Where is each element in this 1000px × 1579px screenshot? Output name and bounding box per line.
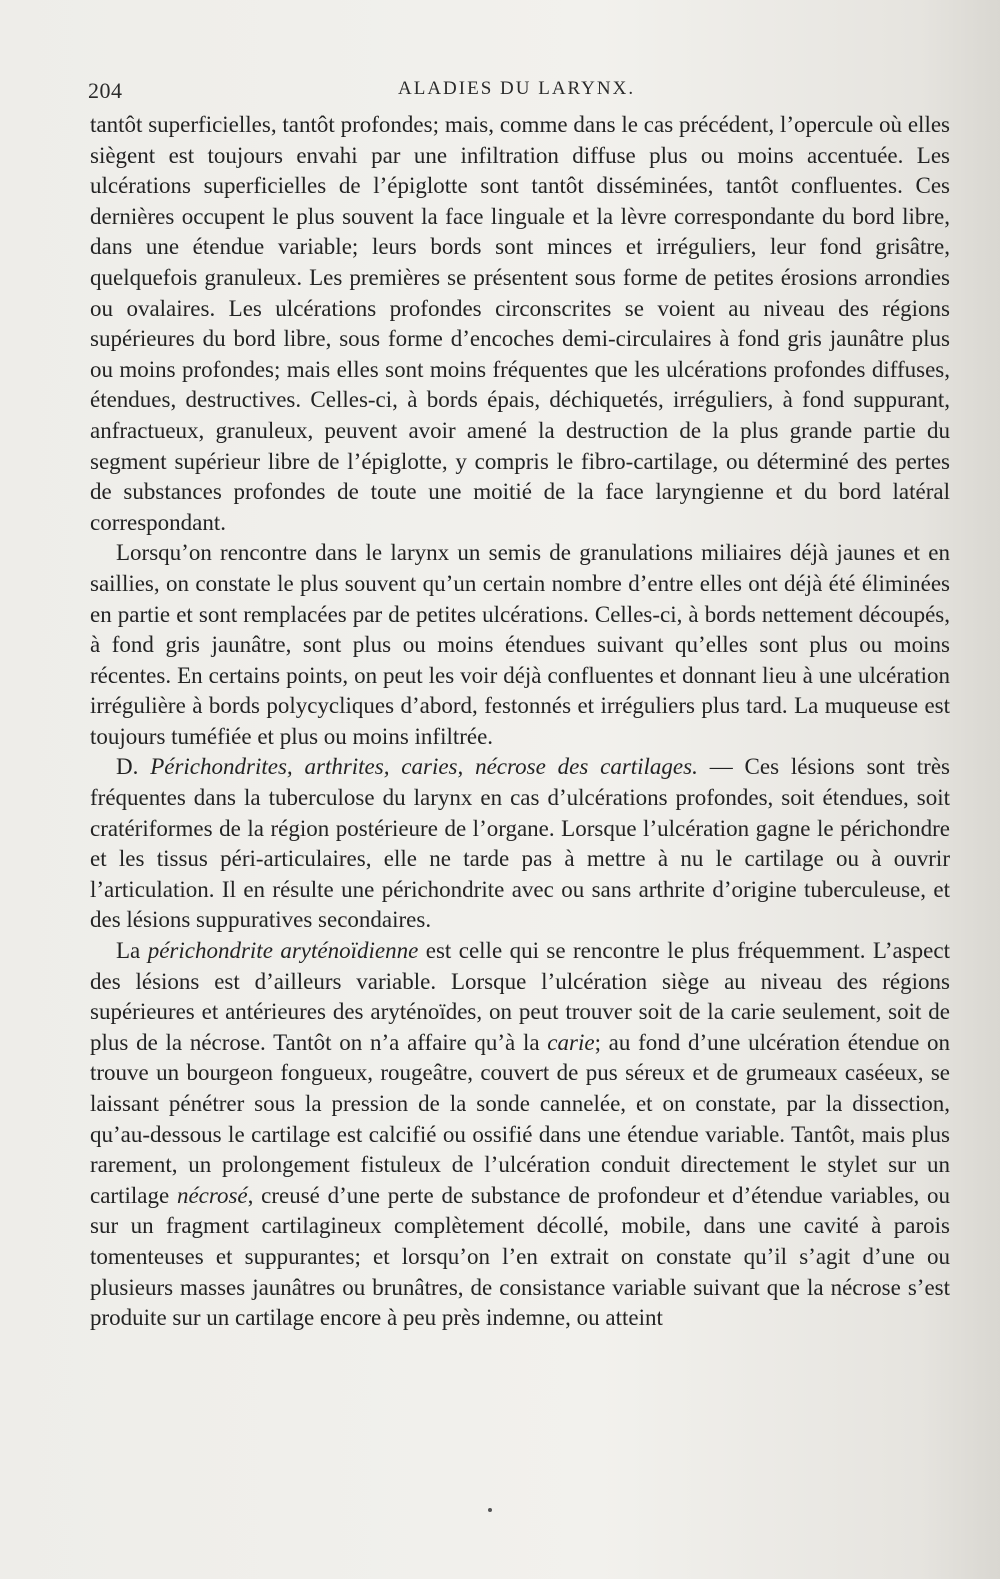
paragraph-4-seg-3: ; au fond d’une ulcération étendue on trouve un bourgeon fongueux, rougeâtre, couvert de pus séreux et de grumeaux caséeux, se laissant pénétrer sous la pression de la sonde cannelée, et on constate, par la dissection, qu’au-dessous le cartilage est calcifié ou ossifié dans une étendue variable. Tantôt, mais plus rarement, un prolongement fistuleux de l’ulcération conduit directement le stylet sur un cartilage [90,1029,950,1208]
paragraph-1: tantôt superficielles, tantôt profondes; mais, comme dans le cas précédent, l’opercule où elles siègent est toujours envahi par une infiltration diffuse plus ou moins accentuée. Les ulcérations superficielles de l’épiglotte sont tantôt disséminées, tantôt confluentes. Ces dernières occupent le plus souvent la face linguale et la lèvre correspondante du bord libre, dans une étendue variable; leurs bords sont minces et irréguliers, leur fond grisâtre, quelquefois granuleux. Les premières se présentent sous forme de petites érosions arrondies ou ovalaires. Les ulcérations profondes circonscrites se voient au niveau des régions supérieures du bord libre, sous forme d’encoches demi-circulaires à fond gris jaunâtre plus ou moins profondes; mais elles sont moins fréquentes que les ulcérations profondes diffuses, étendues, destructives. Celles-ci, à bords épais, déchiquetés, irréguliers, à fond suppurant, anfractueux, granuleux, peuvent avoir amené la destruction de la plus grande partie du segment supérieur libre de l’épiglotte, y compris le fibro-cartilage, ou déterminé des pertes de substances profondes de toute une moitié de la face laryngienne et du bord latéral correspondant. [90,112,950,535]
body-text [90,110,950,1334]
page-number: 204 [88,78,123,103]
print-speck [488,1508,492,1512]
paragraph-4 [90,936,950,1334]
paragraph-4-seg-1: La [116,938,148,964]
section-letter: D. [116,754,151,780]
term-carie: carie [547,1029,595,1055]
term-necrose: nécrosé [176,1182,248,1208]
section-heading: Périchondrites, arthrites, caries, nécrose des cartilages. [150,754,698,780]
running-title: ALADIES DU LARYNX. [398,78,636,99]
paragraph-3 [90,752,950,936]
paragraph-4-seg-4: , creusé d’une perte de substance de profondeur et d’étendue variables, ou sur un fragment cartilagineux complètement décollé, mobile, dans une cavité à parois tomenteuses et suppurantes; et lorsqu’on l’en extrait on constate qu’il s’agit d’une ou plusieurs masses jaunâtres ou brunâtres, de consistance variable suivant que la nécrose s’est produite sur un cartilage encore à peu près indemne, ou atteint [90,1182,950,1331]
paragraph-3-text: — Ces lésions sont très fréquentes dans la tuberculose du larynx en cas d’ulcérations profondes, soit étendues, soit cratériformes de la région postérieure de l’organe. Lorsque l’ulcération gagne le périchondre et les tissus péri-articulaires, elle ne tarde pas à mettre à nu le cartilage ou à ouvrir l’articulation. Il en résulte une périchondrite avec ou sans arthrite d’origine tuberculeuse, et des lésions suppuratives secondaires. [90,754,950,933]
paragraph-4-seg-2: est celle qui se rencontre le plus fréquemment. L’aspect des lésions est d’ailleurs variable. Lorsque l’ulcération siège au niveau des régions supérieures et antérieures des aryténoïdes, on peut trouver soit de la carie seulement, soit de plus de la nécrose. Tantôt on n’a affaire qu’à la [90,938,950,1055]
paragraph-2: Lorsqu’on rencontre dans le larynx un semis de granulations miliaires déjà jaunes et en saillies, on constate le plus souvent qu’un certain nombre d’entre elles ont déjà été éliminées en partie et sont remplacées par de petites ulcérations. Celles-ci, à bords nettement découpés, à fond gris jaunâtre, sont plus ou moins étendues suivant qu’elles sont plus ou moins récentes. En certains points, on peut les voir déjà confluentes et donnant lieu à une ulcération irrégulière à bords polycycliques d’abord, festonnés et irréguliers plus tard. La muqueuse est toujours tuméfiée et plus ou moins infiltrée. [90,540,950,749]
term-perichondrite: périchondrite aryténoïdienne [147,938,419,964]
page-header [88,74,948,108]
